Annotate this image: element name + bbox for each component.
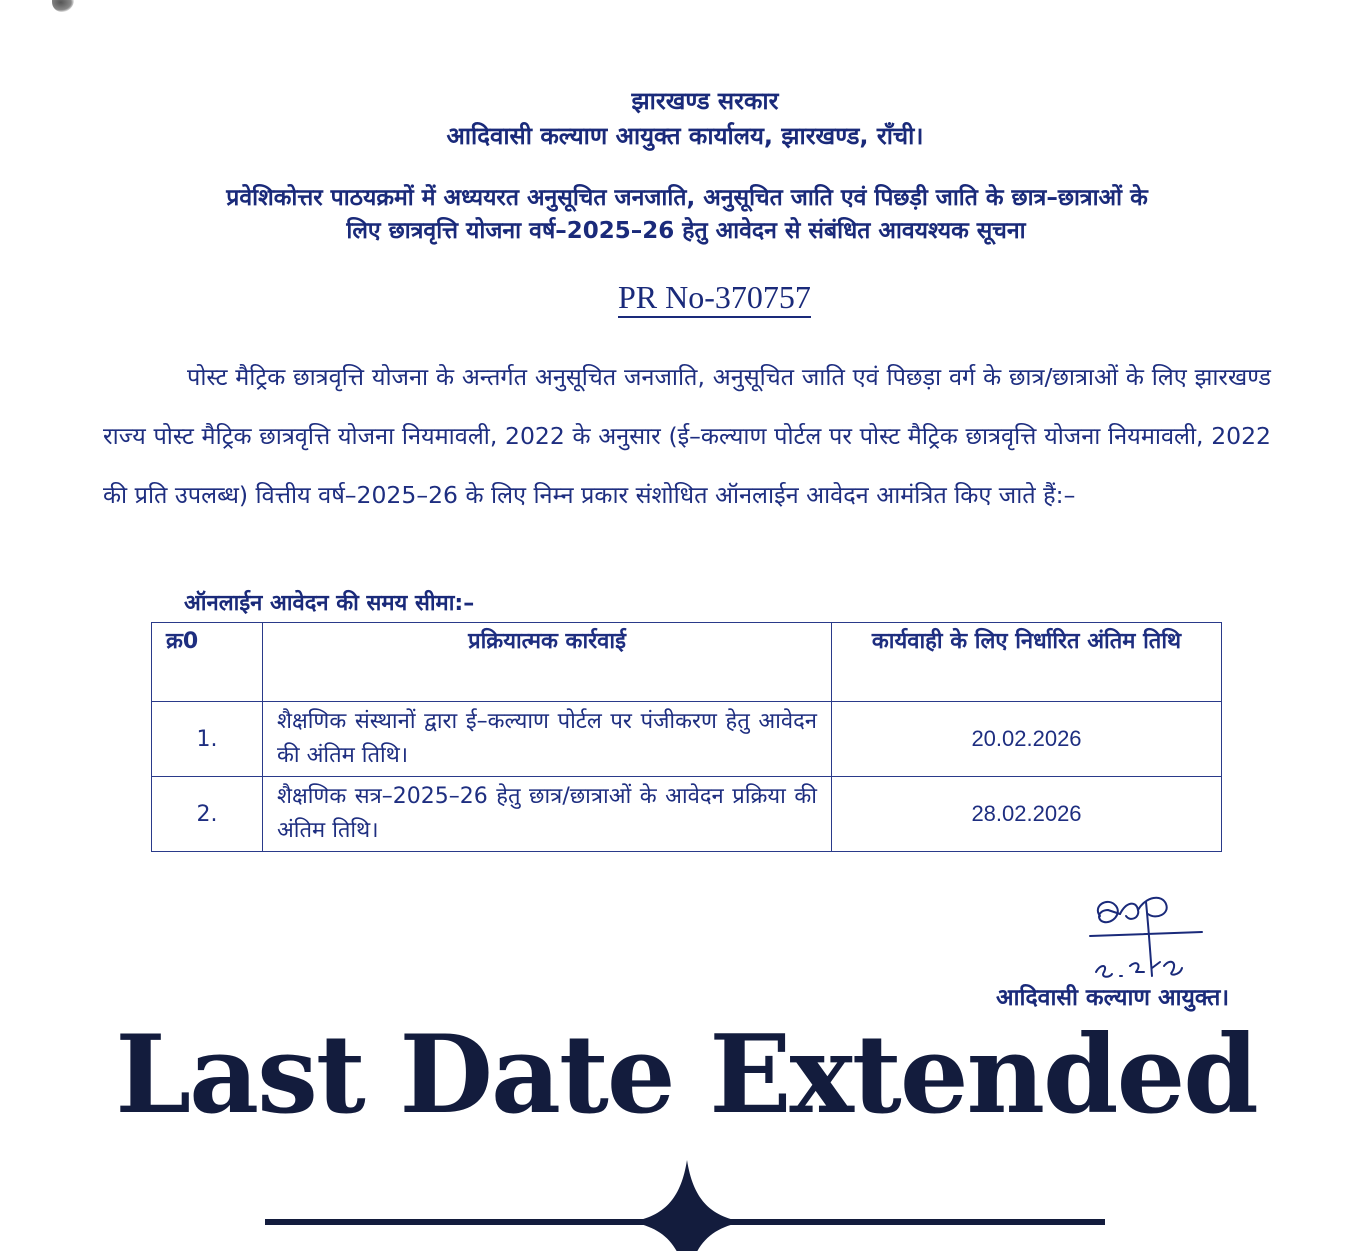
schedule-table — [151, 622, 1222, 852]
row-serial: 1. — [152, 702, 263, 777]
scan-speck — [52, 0, 74, 12]
row-action: शैक्षणिक सत्र–2025–26 हेतु छात्र/छात्राओं के आवेदन प्रक्रिया की अंतिम तिथि। — [263, 777, 832, 852]
row-serial: 2. — [152, 777, 263, 852]
handwritten-signature — [1086, 892, 1206, 982]
table-row — [152, 702, 1222, 777]
office-heading: आदिवासी कल्याण आयुक्त कार्यालय, झारखण्ड, राँची। — [446, 122, 924, 150]
row-action: शैक्षणिक संस्थानों द्वारा ई–कल्याण पोर्टल पर पंजीकरण हेतु आवेदन की अंतिम तिथि। — [263, 702, 832, 777]
pr-number: PR No-370757 — [618, 278, 811, 318]
banner-title: Last Date Extended — [115, 1012, 1257, 1138]
table-header-row — [152, 623, 1222, 702]
government-heading: झारखण्ड सरकार — [631, 87, 779, 115]
schedule-heading: ऑनलाईन आवेदन की समय सीमा:– — [184, 591, 475, 616]
notice-title-line-1: प्रवेशिकोत्तर पाठयक्रमों में अध्ययरत अनुसूचित जनजाति, अनुसूचित जाति एवं पिछड़ी जाति के छात्र–छात्राओं के — [226, 185, 1148, 211]
column-header-action: प्रक्रियात्मक कार्रवाई — [263, 623, 832, 702]
ornamental-divider — [265, 1160, 1105, 1251]
column-header-deadline: कार्यवाही के लिए निर्धारित अंतिम तिथि — [832, 623, 1222, 702]
table-row — [152, 777, 1222, 852]
row-deadline: 28.02.2026 — [832, 777, 1222, 852]
notice-body-paragraph: पोस्ट मैट्रिक छात्रवृत्ति योजना के अन्तर्गत अनुसूचित जनजाति, अनुसूचित जाति एवं पिछड़ा वर्ग के छात्र/छात्राओं के लिए झारखण्ड राज्य पोस्ट मैट्रिक छात्रवृत्ति योजना नियमावली, 2022 के अनुसार (ई–कल्याण पोर्टल पर पोस्ट मैट्रिक छात्रवृत्ति योजना नियमावली, 2022 की प्रति उपलब्ध) वित्तीय वर्ष–2025–26 के लिए निम्न प्रकार संशोधित ऑनलाईन आवेदन आमंत्रित किए जाते हैं:– — [103, 363, 1271, 509]
signer-designation: आदिवासी कल्याण आयुक्त। — [996, 985, 1230, 1011]
row-deadline: 20.02.2026 — [832, 702, 1222, 777]
column-header-serial: क्र0 — [152, 623, 263, 702]
notice-title-line-2: लिए छात्रवृत्ति योजना वर्ष–2025–26 हेतु आवेदन से संबंधित आवयश्यक सूचना — [346, 218, 1026, 244]
